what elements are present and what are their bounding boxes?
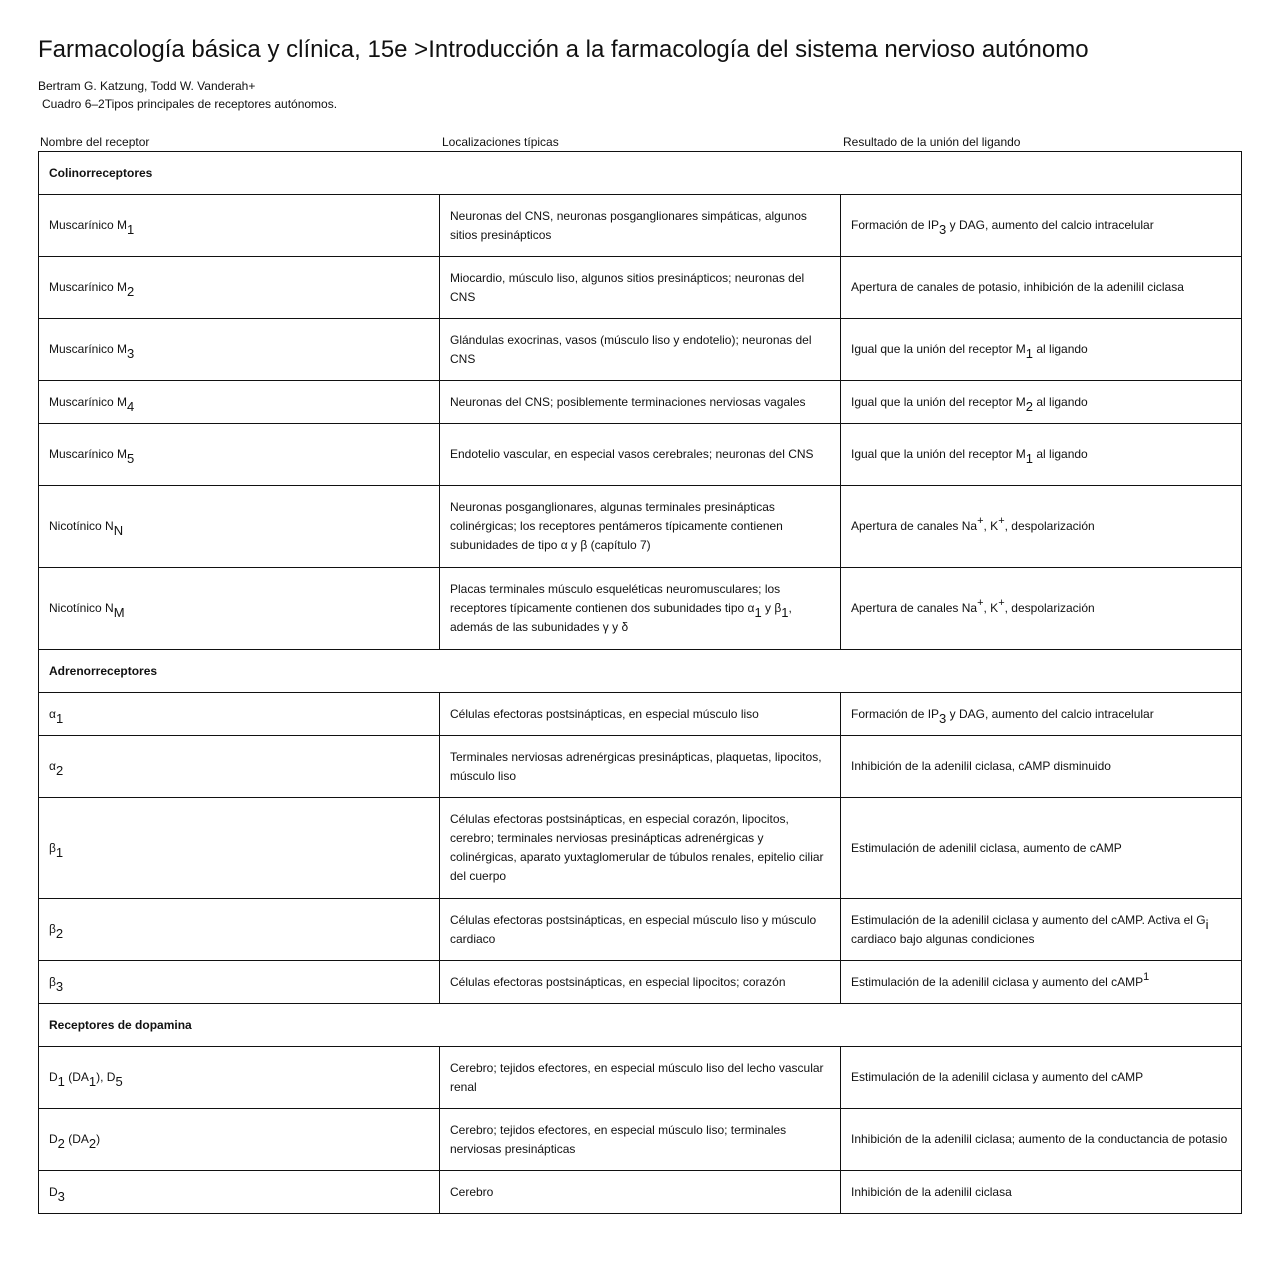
column-header-result: Resultado de la unión del ligando <box>843 135 1021 149</box>
receptor-result: Estimulación de adenilil ciclasa, aumento de cAMP <box>841 798 1242 899</box>
column-headers <box>38 134 1242 150</box>
receptor-location: Cerebro; tejidos efectores, en especial músculo liso del lecho vascular renal <box>440 1047 841 1109</box>
page-title: Farmacología básica y clínica, 15e >Introducción a la farmacología del sistema nervioso autónomo <box>38 36 1089 63</box>
receptor-result: Inhibición de la adenilil ciclasa, cAMP disminuido <box>841 736 1242 798</box>
receptor-location: Glándulas exocrinas, vasos (músculo liso y endotelio); neuronas del CNS <box>440 319 841 381</box>
receptor-name: Nicotínico $N_M$ <box>39 568 440 650</box>
receptor-location: Neuronas del CNS; posiblemente terminaciones nerviosas vagales <box>440 381 841 424</box>
column-header-receptor: Nombre del receptor <box>40 135 150 149</box>
receptor-name: $\beta_3$ <box>39 961 440 1004</box>
column-header-locations: Localizaciones típicas <box>442 135 559 149</box>
receptor-location: Células efectoras postsinápticas, en especial músculo liso y músculo cardiaco <box>440 899 841 961</box>
receptor-name: Muscarínico $M_5$ <box>39 424 440 486</box>
receptor-name: Nicotínico $N_N$ <box>39 486 440 568</box>
receptor-result: Inhibición de la adenilil ciclasa <box>841 1171 1242 1214</box>
receptor-location: Cerebro <box>440 1171 841 1214</box>
table-row <box>39 568 1242 650</box>
table-row <box>39 899 1242 961</box>
table-row <box>39 736 1242 798</box>
receptor-location: Neuronas del CNS, neuronas posganglionares simpáticas, algunos sitios presinápticos <box>440 195 841 257</box>
receptor-result: Estimulación de la adenilil ciclasa y aumento del cAMP$^1$ <box>841 961 1242 1004</box>
table-row <box>39 1171 1242 1214</box>
group-row <box>39 152 1242 195</box>
receptor-result: Apertura de canales Na+, K+, despolarización <box>841 568 1242 650</box>
receptor-result: Igual que la unión del receptor $M_1$ al ligando <box>841 424 1242 486</box>
group-title: Receptores de dopamina <box>39 1004 1242 1047</box>
table-row <box>39 319 1242 381</box>
table-row <box>39 381 1242 424</box>
receptor-name: $D_1$ $(DA_1)$, $D_5$ <box>39 1047 440 1109</box>
receptor-location: Neuronas posganglionares, algunas terminales presinápticas colinérgicas; los receptores pentámeros típicamente contienen subunidades de tipo α y β (capítulo 7) <box>440 486 841 568</box>
table-row <box>39 257 1242 319</box>
receptor-location: Placas terminales músculo esqueléticas neuromusculares; los receptores típicamente contienen dos subunidades tipo $\alpha_1$ y $\beta_1$, además de las subunidades γ y δ <box>440 568 841 650</box>
receptor-result: Apertura de canales Na+, K+, despolarización <box>841 486 1242 568</box>
group-title: Adrenorreceptores <box>39 650 1242 693</box>
authors: Bertram G. Katzung, Todd W. Vanderah+ <box>38 79 256 93</box>
table-row <box>39 424 1242 486</box>
table-row <box>39 1047 1242 1109</box>
receptor-name: Muscarínico $M_1$ <box>39 195 440 257</box>
table-row <box>39 486 1242 568</box>
receptors-table <box>38 151 1242 1214</box>
table-row <box>39 195 1242 257</box>
receptor-name: $\beta_1$ <box>39 798 440 899</box>
receptor-result: Formación de $IP_3$ y DAG, aumento del calcio intracelular <box>841 195 1242 257</box>
receptor-location: Endotelio vascular, en especial vasos cerebrales; neuronas del CNS <box>440 424 841 486</box>
receptor-result: Igual que la unión del receptor $M_1$ al ligando <box>841 319 1242 381</box>
table-row <box>39 798 1242 899</box>
receptor-result: Formación de $IP_3$ y DAG, aumento del calcio intracelular <box>841 693 1242 736</box>
receptor-result: Igual que la unión del receptor $M_2$ al ligando <box>841 381 1242 424</box>
receptor-location: Miocardio, músculo liso, algunos sitios presinápticos; neuronas del CNS <box>440 257 841 319</box>
receptor-result: Estimulación de la adenilil ciclasa y aumento del cAMP <box>841 1047 1242 1109</box>
receptor-location: Células efectoras postsinápticas, en especial músculo liso <box>440 693 841 736</box>
receptor-result: Estimulación de la adenilil ciclasa y aumento del cAMP. Activa el $G_i$ cardiaco bajo algunas condiciones <box>841 899 1242 961</box>
document-page <box>38 36 1242 1214</box>
table-row <box>39 961 1242 1004</box>
group-title: Colinorreceptores <box>39 152 1242 195</box>
receptor-location: Células efectoras postsinápticas, en especial corazón, lipocitos, cerebro; terminales nerviosas presinápticas adrenérgicas y colinérgicas, aparato yuxtaglomerular de túbulos renales, epitelio ciliar del cuerpo <box>440 798 841 899</box>
group-row <box>39 1004 1242 1047</box>
receptor-name: $\alpha_1$ <box>39 693 440 736</box>
receptor-name: $D_3$ <box>39 1171 440 1214</box>
group-row <box>39 650 1242 693</box>
receptor-name: $\alpha_2$ <box>39 736 440 798</box>
receptor-location: Cerebro; tejidos efectores, en especial músculo liso; terminales nerviosas presinápticas <box>440 1109 841 1171</box>
receptor-result: Inhibición de la adenilil ciclasa; aumento de la conductancia de potasio <box>841 1109 1242 1171</box>
receptor-name: $D_2$ $(DA_2)$ <box>39 1109 440 1171</box>
receptor-name: $\beta_2$ <box>39 899 440 961</box>
table-row <box>39 693 1242 736</box>
receptor-name: Muscarínico $M_4$ <box>39 381 440 424</box>
receptor-location: Terminales nerviosas adrenérgicas presinápticas, plaquetas, lipocitos, músculo liso <box>440 736 841 798</box>
receptor-name: Muscarínico $M_3$ <box>39 319 440 381</box>
table-row <box>39 1109 1242 1171</box>
receptor-name: Muscarínico $M_2$ <box>39 257 440 319</box>
receptor-result: Apertura de canales de potasio, inhibición de la adenilil ciclasa <box>841 257 1242 319</box>
table-caption: Cuadro 6–2Tipos principales de receptores autónomos. <box>42 97 338 111</box>
receptor-location: Células efectoras postsinápticas, en especial lipocitos; corazón <box>440 961 841 1004</box>
